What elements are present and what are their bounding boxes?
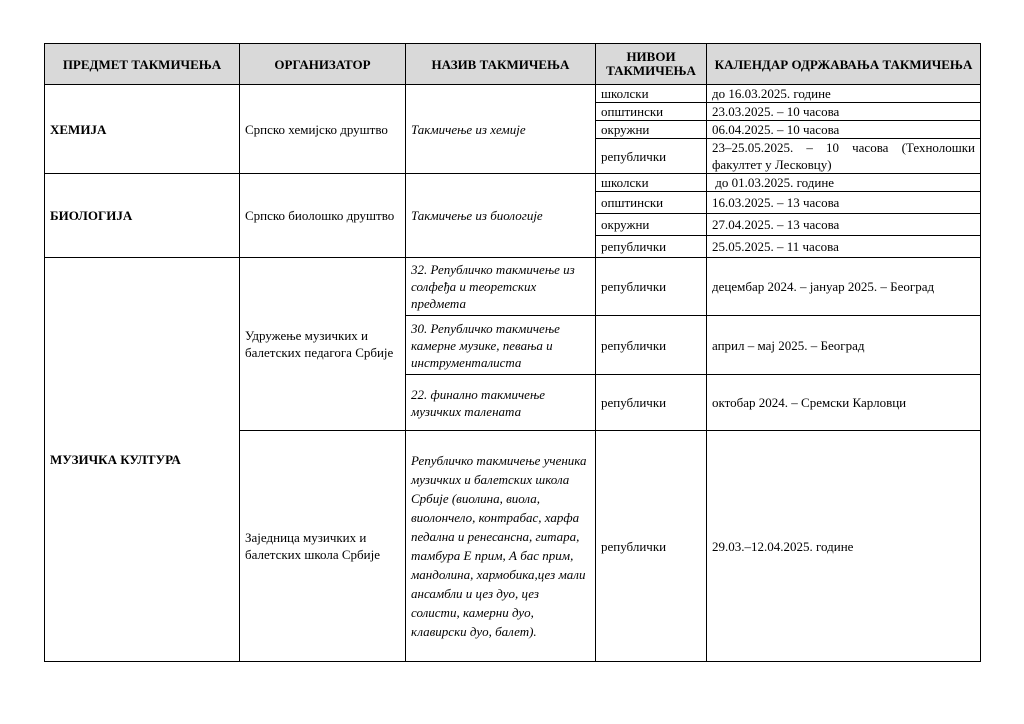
header-subject: ПРЕДМЕТ ТАКМИЧЕЊА [45,44,240,85]
competition-schedule-table [44,43,981,662]
level-cell: републички [596,375,707,431]
level-cell: републички [596,258,707,316]
level-cell: школски [596,174,707,192]
level-cell: републички [596,431,707,662]
date-cell: до 16.03.2025. године [707,85,981,103]
subject-chemistry: ХЕМИЈА [45,85,240,174]
header-row [45,44,981,85]
level-cell: школски [596,85,707,103]
competition-name-cell: Републичко такмичење ученика музичких и балетских школа Србије (виолина, виола, виолончело, контрабас, харфа педална и ренесансна, гитара, тамбура Е прим, А бас прим, мандолина, хармобика,цез мали ансамбли и цез дуо, цез солисти, камерни дуо, клавирски дуо, балет). [406,431,596,662]
competition-name-cell: 30. Републичко такмичење камерне музике, певања и инструменталиста [406,316,596,375]
date-cell: 16.03.2025. – 13 часова [707,192,981,214]
date-cell: 29.03.–12.04.2025. године [707,431,981,662]
date-cell: 06.04.2025. – 10 часова [707,121,981,139]
level-cell: републички [596,236,707,258]
date-cell: април – мај 2025. – Београд [707,316,981,375]
competition-name-chemistry: Такмичење из хемије [406,85,596,174]
competition-name-cell: 22. финално такмичење музичких талената [406,375,596,431]
subject-biology: БИОЛОГИЈА [45,174,240,258]
date-cell: до 01.03.2025. године [707,174,981,192]
date-cell: 25.05.2025. – 11 часова [707,236,981,258]
level-cell: општински [596,103,707,121]
competition-name-biology: Такмичење из биологије [406,174,596,258]
date-cell: 23–25.05.2025. – 10 часова (Технолошки факултет у Лесковцу) [707,139,981,174]
organizer-music-teachers: Удружење музичких и балетских педагога Србије [240,258,406,431]
header-organizer: ОРГАНИЗАТОР [240,44,406,85]
level-cell: општински [596,192,707,214]
date-cell: 27.04.2025. – 13 часова [707,214,981,236]
subject-music: МУЗИЧКА КУЛТУРА [45,258,240,662]
organizer-biology: Српско биолошко друштво [240,174,406,258]
level-cell: републички [596,316,707,375]
level-cell: републички [596,139,707,174]
organizer-music-schools: Заједница музичких и балетских школа Србије [240,431,406,662]
level-cell: окружни [596,121,707,139]
table-row [45,85,981,103]
date-cell: 23.03.2025. – 10 часова [707,103,981,121]
date-cell: децембар 2024. – јануар 2025. – Београд [707,258,981,316]
table-row [45,258,981,316]
header-competition-name: НАЗИВ ТАКМИЧЕЊА [406,44,596,85]
header-calendar: КАЛЕНДАР ОДРЖАВАЊА ТАКМИЧЕЊА [707,44,981,85]
header-level: НИВОИ ТАКМИЧЕЊА [596,44,707,85]
table-row [45,174,981,192]
organizer-chemistry: Српско хемијско друштво [240,85,406,174]
level-cell: окружни [596,214,707,236]
date-cell: октобар 2024. – Сремски Карловци [707,375,981,431]
competition-name-cell: 32. Републичко такмичење из солфеђа и теоретских предмета [406,258,596,316]
